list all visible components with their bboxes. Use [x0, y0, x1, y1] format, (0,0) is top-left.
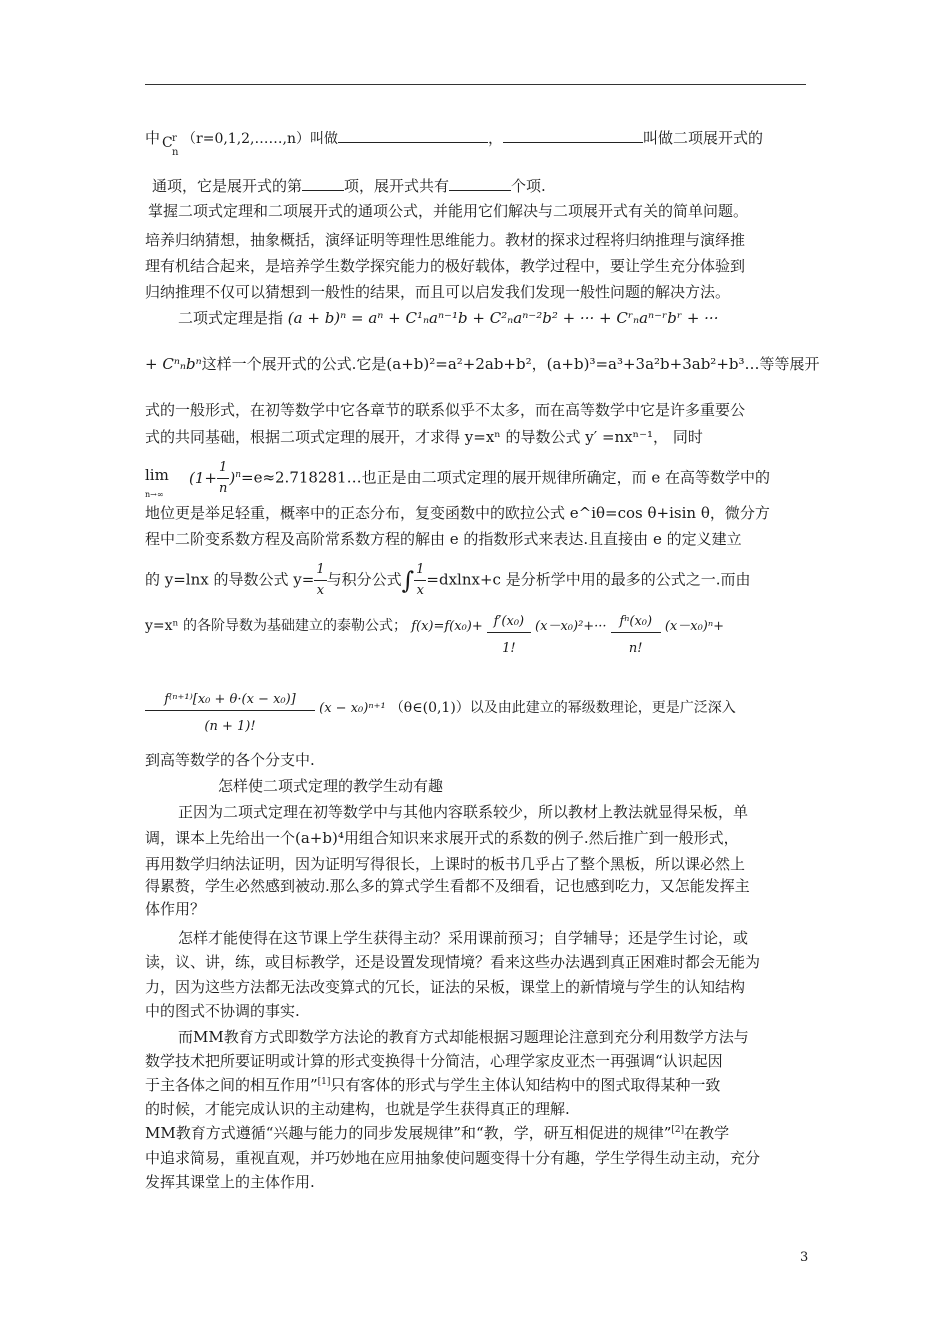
citation-ref[interactable]: [1]	[317, 1077, 331, 1087]
page-number: 3	[800, 1250, 809, 1265]
binomial-formula: (a + b)ⁿ = aⁿ + C¹ₙaⁿ⁻¹b + C²ₙaⁿ⁻²b² + ··· + Cʳₙaⁿ⁻ʳbʳ + ···	[287, 309, 719, 327]
text-span: 读，议、讲，练，或目标教学，还是设置发现情境？看来这些办法遇到真正困难时都会无能为	[145, 953, 761, 971]
text-line	[145, 354, 820, 374]
text-line	[178, 928, 843, 948]
citation-ref[interactable]: [2]	[671, 1125, 685, 1135]
text-span: 体作用？	[145, 900, 206, 918]
text-span: lim	[145, 465, 169, 484]
text-line	[145, 1099, 810, 1119]
text-line	[145, 427, 810, 447]
text-span: n	[172, 147, 179, 158]
integral-sign: ∫	[401, 566, 415, 595]
text-line	[145, 1148, 810, 1168]
remainder-term: (x − x₀)ⁿ⁺¹	[319, 701, 386, 716]
text-span: y=xⁿ 的各阶导数为基础建立的泰勒公式；	[145, 618, 408, 634]
text-span: 培养归纳猜想，抽象概括，演绎证明等理性思维能力。教材的探求过程将归纳推理与演绎推	[145, 231, 746, 249]
remainder-fraction: $\frac{\text{f⁽ⁿ⁺¹⁾[x₀ + θ·(x − x₀)]}}{(n + 1)!}$	[145, 690, 315, 737]
text-line	[145, 1123, 810, 1143]
text-line	[178, 308, 843, 328]
text-span: 力，因为这些方法都无法改变算式的冗长，证法的呆板，课堂上的新情境与学生的认知结构	[145, 978, 746, 996]
text-span: 二项式定理是指	[178, 309, 284, 327]
text-line	[145, 503, 810, 523]
text-span: 项，展开式共有	[344, 177, 450, 195]
text-span: =e≈2.718281…也正是由二项式定理的展开规律所确定，而 e 在高等数学中的	[241, 468, 771, 487]
fraction-1-over-x: $\frac{1}{x}$	[416, 562, 425, 598]
text-span: 中追求简易，重视直观，并巧妙地在应用抽象使问题变得十分有趣，学生学得生动主动，充分	[145, 1149, 761, 1167]
text-line	[145, 1172, 810, 1192]
text-line	[145, 952, 810, 972]
text-line	[145, 1001, 810, 1021]
text-span: 归纳推理不仅可以猜想到一般性的结果，而且可以启发我们发现一般性问题的解决方法。	[145, 283, 731, 301]
text-span: 正因为二项式定理在初等数学中与其他内容联系较少，所以教材上教法就显得呆板，单	[178, 803, 749, 821]
text-span: 只有客体的形式与学生主体认知结构中的图式取得某种一致	[330, 1076, 721, 1094]
text-span: 通项，它是展开式的第	[152, 177, 303, 195]
text-line	[145, 1075, 810, 1095]
fill-blank[interactable]	[302, 176, 344, 191]
text-span: （r=0,1,2,……,n）叫做	[182, 131, 338, 147]
text-line	[145, 612, 810, 659]
section-heading	[218, 776, 883, 796]
text-span: 程中二阶变系数方程及高阶常系数方程的解由 e 的指数形式来表达.且直接由 e 的定义建立	[145, 530, 742, 548]
fill-blank[interactable]	[449, 176, 511, 191]
text-span: 调，课本上先给出一个(a+b)⁴用组合知识来求展开式的系数的例子.然后推广到一般形式，	[145, 829, 739, 847]
text-span: 再用数学归纳法证明，因为证明写得很长，上课时的板书几乎占了整个黑板，所以课必然上	[145, 855, 746, 873]
text-line	[145, 750, 810, 770]
text-line	[148, 201, 813, 221]
text-span: （θ∈(0,1)）以及由此建立的幂级数理论，更是广泛深入	[389, 700, 736, 716]
text-span: n→∞	[145, 489, 164, 499]
taylor-term: (x－x₀)²+···	[535, 619, 607, 634]
text-span: 到高等数学的各个分支中.	[145, 751, 315, 769]
text-line	[145, 230, 810, 250]
limit-symbol	[145, 465, 189, 499]
text-line	[145, 977, 810, 997]
text-line	[145, 128, 810, 158]
text-span: C	[162, 135, 173, 151]
text-span: 式的共同基础，根据二项式定理的展开，才求得 y=xⁿ 的导数公式 y′ =nxⁿ⁻¹， 同时	[145, 428, 703, 446]
taylor-term: f(x)=f(x₀)+	[411, 619, 483, 634]
text-line	[145, 560, 810, 601]
text-span: 的时候，才能完成认识的主动建构，也就是学生获得真正的理解.	[145, 1100, 570, 1118]
formula-term: + Cⁿₙbⁿ	[145, 355, 202, 373]
text-span: 掌握二项式定理和二项展开式的通项公式，并能用它们解决与二项展开式有关的简单问题。	[148, 202, 749, 220]
header-rule	[145, 84, 806, 85]
taylor-term: (x－x₀)ⁿ+	[664, 619, 725, 634]
text-line	[145, 899, 810, 919]
text-line	[145, 828, 810, 848]
text-span: 在教学	[684, 1124, 730, 1142]
taylor-fraction-2: $\frac{\text{fⁿ(x₀)}}{n!}$	[611, 612, 661, 659]
text-span: 地位更是举足轻重，概率中的正态分布，复变函数中的欧拉公式 e^iθ=cos θ+isin θ，微分方	[145, 504, 770, 522]
text-line	[178, 1027, 843, 1047]
combination-symbol	[160, 129, 182, 158]
text-line	[145, 458, 810, 499]
text-span: 这样一个展开式的公式.它是(a+b)²=a²+2ab+b²，(a+b)³=a³+3a²b+3ab²+b³…等等展开	[201, 355, 820, 373]
text-span: =dxlnx+c 是分析学中用的最多的公式之一.而由	[426, 570, 751, 589]
text-span: 得累赘，学生必然感到被动.那么多的算式学生看都不及细看，记也感到吃力，又怎能发挥主	[145, 877, 750, 895]
text-line	[145, 876, 810, 896]
text-span: ，	[487, 129, 503, 147]
text-span: 怎样使二项式定理的教学生动有趣	[218, 777, 444, 795]
text-span: MM教育方式遵循“兴趣与能力的同步发展规律”和“教，学，研互相促进的规律”	[145, 1124, 672, 1142]
text-span: 与积分公式	[326, 570, 402, 589]
text-span: 的 y=lnx 的导数公式 y=	[145, 570, 315, 589]
text-span: 叫做二项展开式的	[643, 129, 764, 147]
text-line	[145, 529, 810, 549]
text-span: 中的图式不协调的事实.	[145, 1002, 300, 1020]
text-line	[145, 690, 810, 737]
limit-expression: (1+ $\frac{1}{n}$ )$^n$	[189, 460, 241, 496]
text-span: 于主各体之间的相互作用”	[145, 1076, 318, 1094]
text-span: 怎样才能使得在这节课上学生获得主动？采用课前预习；自学辅导；还是学生讨论，或	[178, 929, 749, 947]
text-span: 式的一般形式，在初等数学中它各章节的联系似乎不太多，而在高等数学中它是许多重要公	[145, 401, 746, 419]
text-line	[145, 854, 810, 874]
text-span: 个项.	[511, 177, 546, 195]
text-line	[152, 176, 817, 196]
text-line	[178, 802, 843, 822]
text-span: 中	[145, 129, 161, 147]
text-span: 而MM教育方式即数学方法论的教育方式却能根据习题理论注意到充分利用数学方法与	[178, 1028, 749, 1046]
text-line	[145, 282, 810, 302]
fill-blank[interactable]	[503, 128, 643, 143]
text-span: 理有机结合起来，是培养学生数学探究能力的极好载体，教学过程中，要让学生充分体验到	[145, 257, 746, 275]
fraction-1-over-x: $\frac{1}{x}$	[316, 562, 325, 598]
fill-blank[interactable]	[338, 128, 488, 143]
text-line	[145, 1051, 810, 1071]
text-span: 数学技术把所要证明或计算的形式变换得十分简洁，心理学家皮亚杰一再强调“认识起因	[145, 1052, 723, 1070]
text-line	[145, 256, 810, 276]
taylor-fraction-1: $\frac{\text{f′(x₀)}}{1!}$	[487, 612, 531, 659]
text-span: r	[172, 133, 177, 144]
text-span: 发挥其课堂上的主体作用.	[145, 1173, 315, 1191]
text-line	[145, 400, 810, 420]
